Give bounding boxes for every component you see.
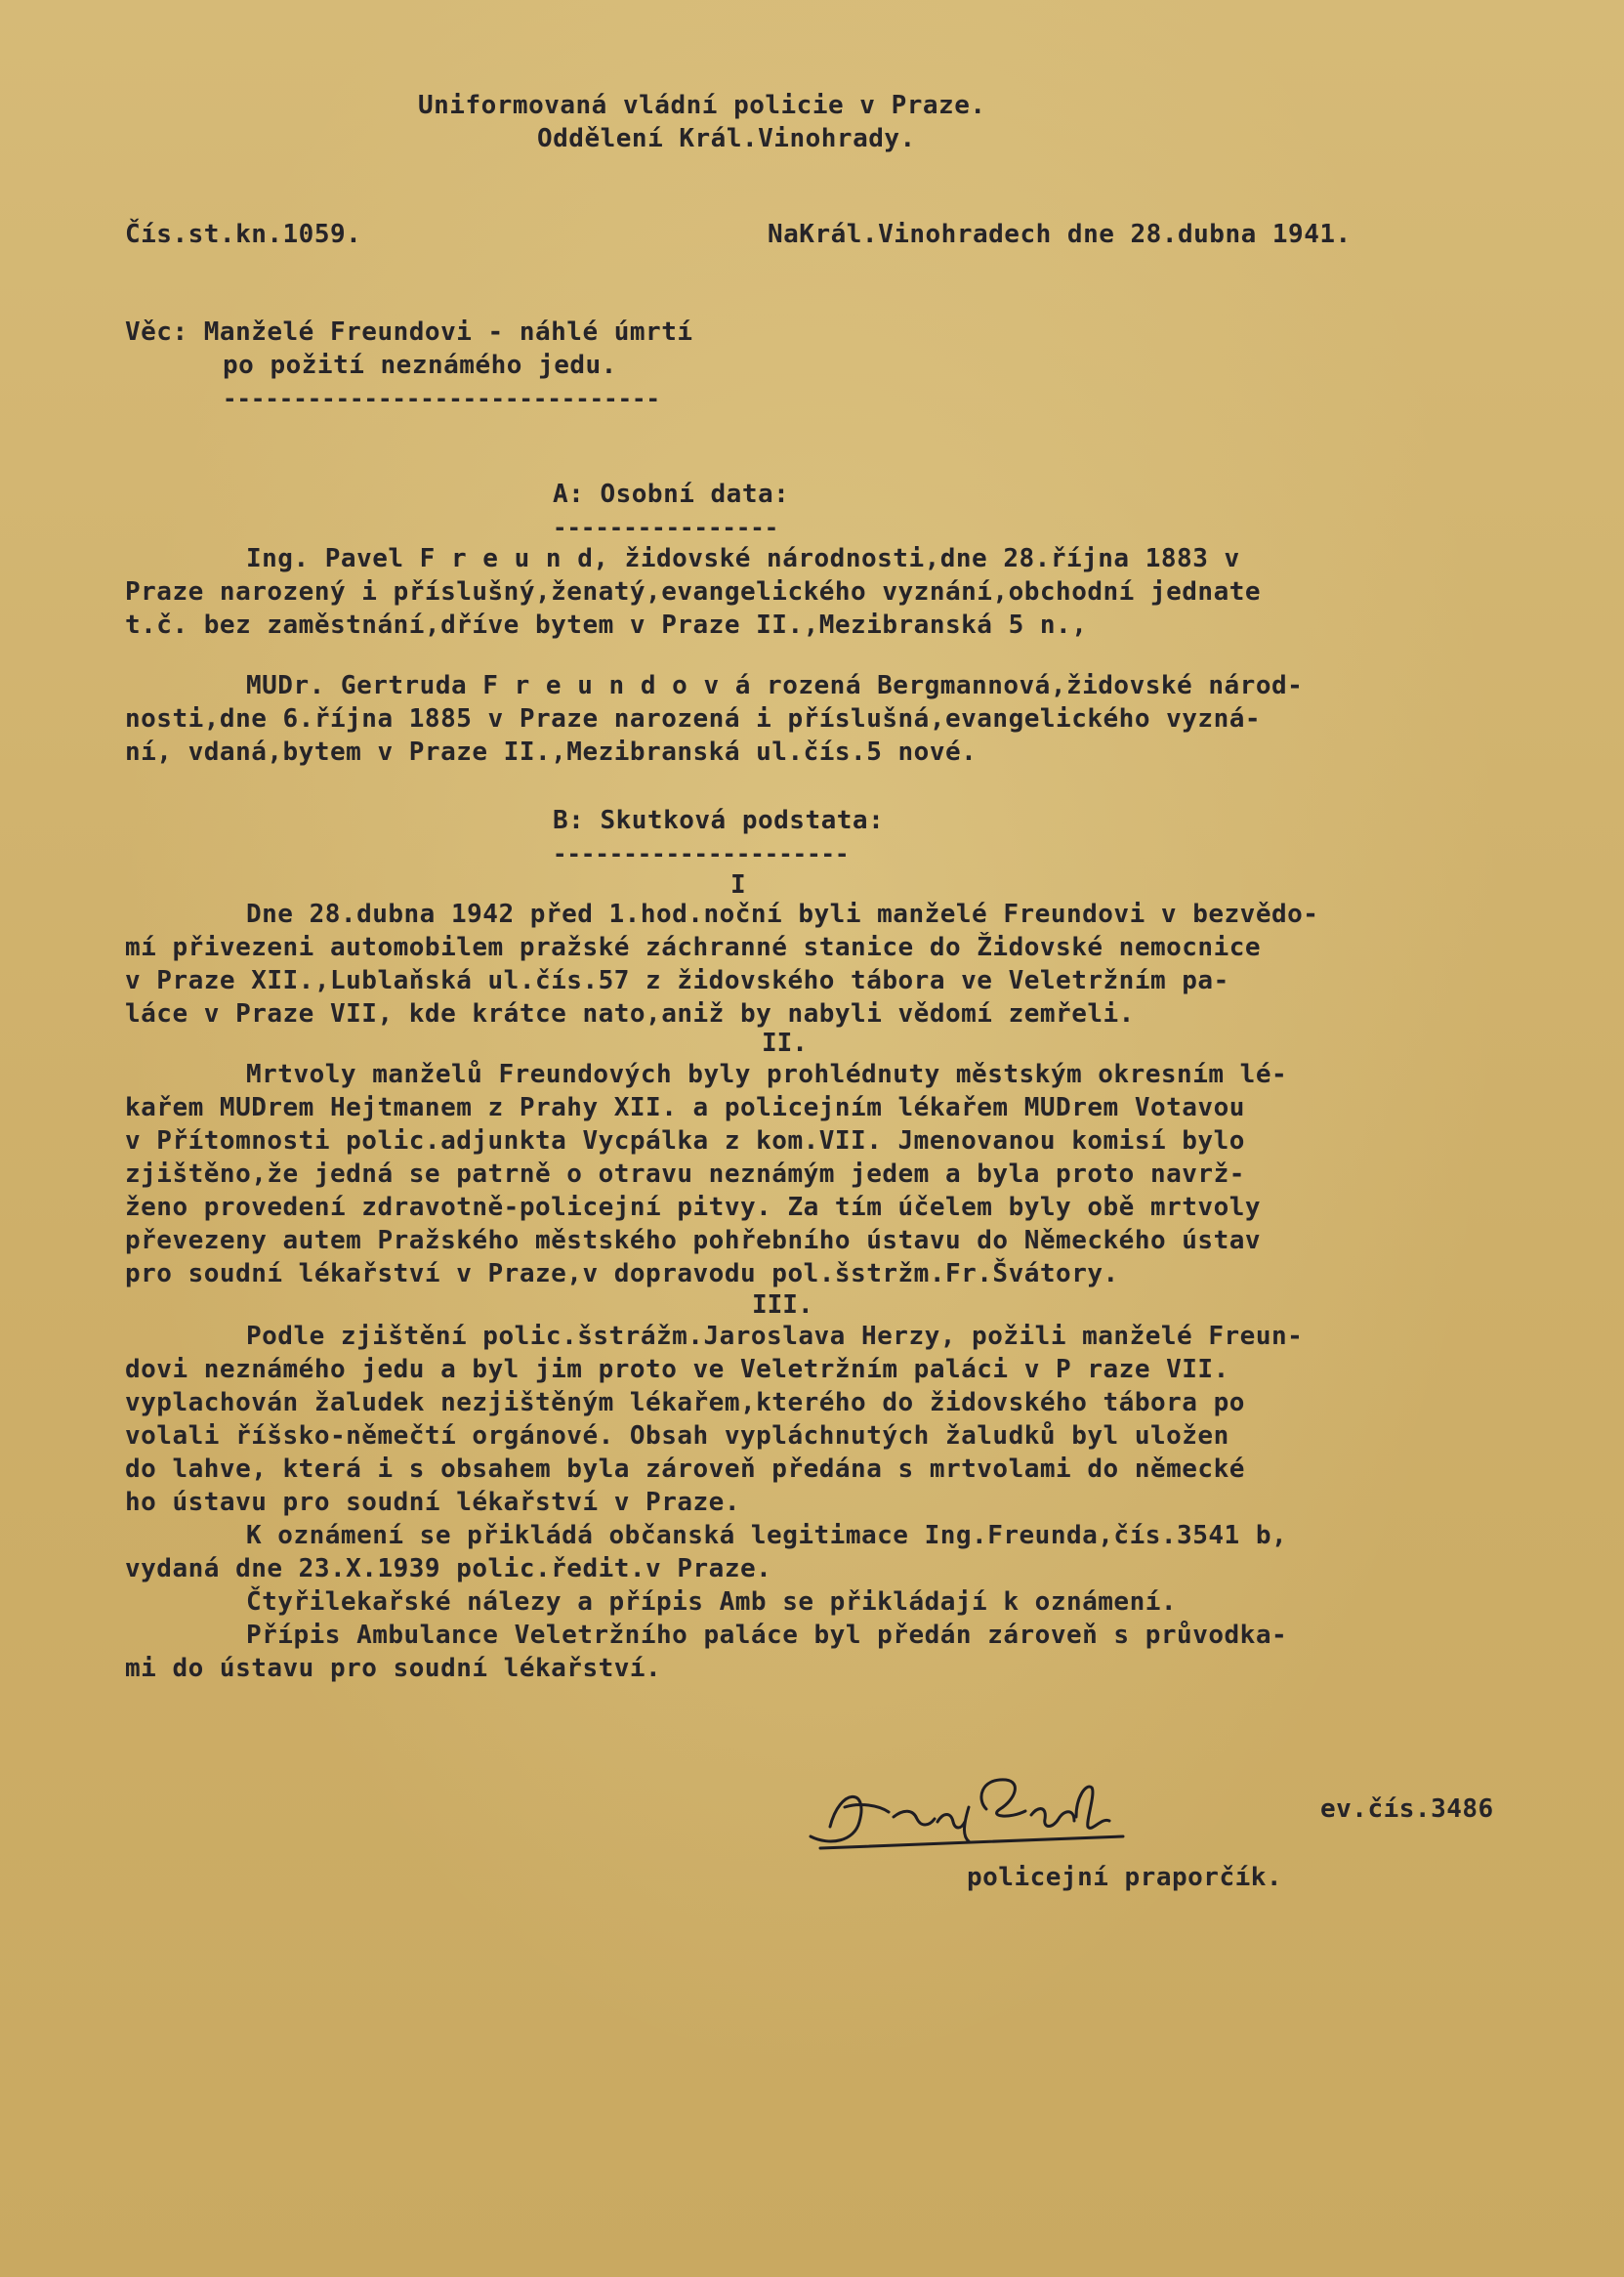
part3-line-7: K oznámení se přikládá občanská legitimace Ing.Freunda,čís.3541 b, (246, 1521, 1288, 1550)
subject-underline: ------------------------------- (223, 385, 660, 412)
person2-line-1: MUDr. Gertruda F r e u n d o v á rozená Bergmannová,židovské národ- (246, 671, 1304, 700)
part3-line-5: do lahve, která i s obsahem byla zároveň předána s mrtvolami do německé (125, 1455, 1245, 1484)
part2-line-3: v Přítomnosti polic.adjunkta Vycpálka z kom.VII. Jmenovanou komisí bylo (125, 1126, 1245, 1156)
subject-line-1: Věc: Manželé Freundovi - náhlé úmrtí (125, 317, 693, 347)
part3-line-1: Podle zjištění polic.šstrážm.Jaroslava Herzy, požili manželé Freun- (246, 1322, 1304, 1351)
part3-line-2: dovi neznámého jedu a byl jim proto ve Veletržním paláci v P raze VII. (125, 1355, 1229, 1384)
part2-line-5: ženo provedení zdravotně-policejní pitvy. Za tím účelem byly obě mrtvoly (125, 1193, 1262, 1222)
part3-line-3: vyplachován žaludek nezjištěným lékařem,kterého do židovského tábora po (125, 1388, 1245, 1417)
ev-number: ev.čís.3486 (1320, 1794, 1494, 1824)
part3-line-8: vydaná dne 23.X.1939 polic.ředit.v Praze. (125, 1554, 772, 1583)
person2-line-2: nosti,dne 6.října 1885 v Praze narozená i příslušná,evangelického vyzná- (125, 704, 1262, 734)
officer-rank: policejní praporčík. (967, 1863, 1283, 1892)
part2-line-2: kařem MUDrem Hejtmanem z Prahy XII. a policejním lékařem MUDrem Votavou (125, 1093, 1245, 1122)
part2-line-1: Mrtvoly manželů Freundových byly prohlédnuty městským okresním lé- (246, 1060, 1288, 1089)
part1-line-2: mí přivezeni automobilem pražské záchranné stanice do Židovské nemocnice (125, 933, 1262, 962)
part2-line-4: zjištěno,že jedná se patrně o otravu neznámým jedem a byla proto navrž- (125, 1160, 1245, 1189)
roman-numeral-2: II. (762, 1029, 808, 1058)
part3-line-11: mi do ústavu pro soudní lékařství. (125, 1654, 662, 1683)
part2-line-6: převezeny autem Pražského městského pohřebního ústavu do Německého ústav (125, 1226, 1262, 1255)
handwritten-signature (801, 1768, 1162, 1876)
place-date: NaKrál.Vinohradech dne 28.dubna 1941. (768, 220, 1352, 249)
section-a-underline: ---------------- (553, 514, 779, 541)
header-line-1: Uniformovaná vládní policie v Praze. (418, 91, 986, 120)
person2-line-3: ní, vdaná,bytem v Praze II.,Mezibranská ul.čís.5 nové. (125, 738, 978, 767)
part1-line-4: láce v Praze VII, kde krátce nato,aniž by nabyli vědomí zemřeli. (125, 999, 1135, 1029)
part2-line-7: pro soudní lékařství v Praze,v dopravodu pol.šstržm.Fr.Švátory. (125, 1259, 1119, 1288)
subject-line-2: po požití neznámého jedu. (223, 351, 617, 380)
part3-line-4: volali říšsko-němečtí orgánové. Obsah vypláchnutých žaludků byl uložen (125, 1421, 1229, 1451)
section-a-heading: A: Osobní data: (553, 480, 790, 509)
roman-numeral-1: I (730, 870, 746, 900)
section-b-heading: B: Skutková podstata: (553, 806, 885, 835)
part3-line-9: Čtyřilekařské nálezy a přípis Amb se přikládají k oznámení. (246, 1587, 1178, 1617)
part1-line-1: Dne 28.dubna 1942 před 1.hod.noční byli manželé Freundovi v bezvědo- (246, 900, 1319, 929)
person1-line-1: Ing. Pavel F r e u n d, židovské národnosti,dne 28.října 1883 v (246, 544, 1240, 573)
section-b-underline: --------------------- (553, 840, 850, 867)
part3-line-10: Přípis Ambulance Veletržního paláce byl předán zároveň s průvodka- (246, 1621, 1288, 1650)
person1-line-2: Praze narozený i příslušný,ženatý,evangelického vyznání,obchodní jednate (125, 577, 1262, 607)
header-line-2: Oddělení Král.Vinohrady. (537, 124, 916, 153)
reference-number: Čís.st.kn.1059. (125, 220, 362, 249)
part1-line-3: v Praze XII.,Lublaňská ul.čís.57 z židovského tábora ve Veletržním pa- (125, 966, 1229, 995)
part3-line-6: ho ústavu pro soudní lékařství v Praze. (125, 1488, 740, 1517)
roman-numeral-3: III. (752, 1290, 813, 1320)
person1-line-3: t.č. bez zaměstnání,dříve bytem v Praze II.,Mezibranská 5 n., (125, 611, 1088, 640)
